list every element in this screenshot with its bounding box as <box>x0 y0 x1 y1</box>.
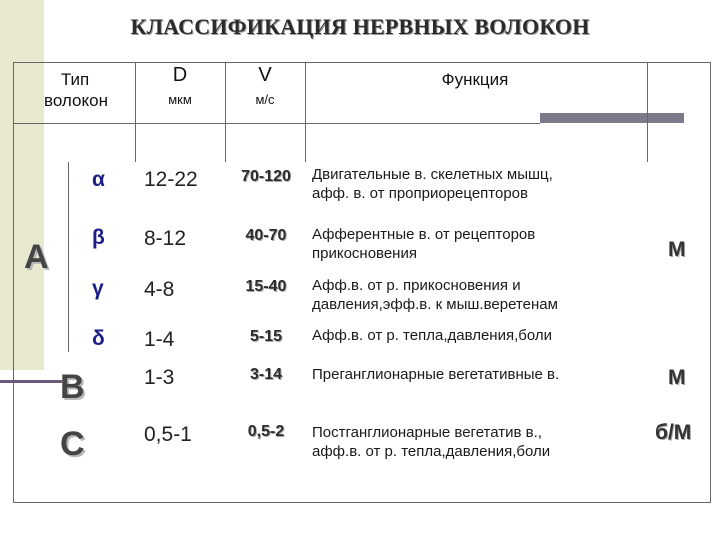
myelin-group-c: б/М <box>655 421 692 444</box>
diameter-value: 0,5-1 <box>144 423 192 446</box>
fiber-subtype-gamma: γ <box>92 277 104 300</box>
velocity-value: 70-120 <box>241 168 291 185</box>
header-type-line1: Тип <box>60 70 90 89</box>
function-line1: Двигательные в. скелетных мышц, <box>312 166 553 183</box>
group-c-label: С <box>60 425 85 463</box>
diameter-value: 1-4 <box>144 328 175 351</box>
function-line1: Постганглионарные вегетатив в., <box>312 424 542 441</box>
diameter-value: 4-8 <box>144 278 175 301</box>
fiber-subtype-delta: δ <box>92 327 105 350</box>
velocity-value: 15-40 <box>245 278 287 295</box>
header-v-unit: м/с <box>255 92 275 107</box>
column-divider-d <box>225 62 226 162</box>
group-a-bracket <box>68 162 69 352</box>
header-type-line2: волокон <box>44 91 108 110</box>
function-line2: афф.в. от р. тепла,давления,боли <box>312 443 551 460</box>
function-line1: Афф.в. от р. прикосновения и <box>312 277 521 294</box>
column-divider-function <box>647 62 648 162</box>
group-b-label: В <box>60 368 85 406</box>
page-title: КЛАССИФИКАЦИЯ НЕРВНЫХ ВОЛОКОН <box>130 14 590 39</box>
fiber-subtype-alpha: α <box>92 168 105 191</box>
velocity-value: 3-14 <box>249 366 283 383</box>
function-line2: давления,эфф.в. к мыш.веретенам <box>312 296 558 313</box>
header-divider <box>13 123 540 124</box>
group-a-label: А <box>24 238 49 276</box>
velocity-value: 0,5-2 <box>247 423 285 440</box>
header-function-label: Функция <box>441 70 509 89</box>
function-line1: Преганглионарные вегетативные в. <box>312 366 560 383</box>
fiber-subtype-beta: β <box>92 226 105 249</box>
function-line2: афф. в. от проприорецепторов <box>312 185 528 202</box>
velocity-value: 5-15 <box>249 328 283 345</box>
header-d-label: D <box>172 64 188 86</box>
diameter-value: 1-3 <box>144 366 175 389</box>
header-v-label: V <box>258 64 272 86</box>
column-divider-v <box>305 62 306 162</box>
myelin-group-a: М <box>668 238 686 261</box>
diameter-value: 12-22 <box>144 168 198 191</box>
column-divider-type <box>135 62 136 162</box>
function-line1: Афферентные в. от рецепторов <box>312 226 536 243</box>
function-line2: прикосновения <box>312 245 417 262</box>
header-d-unit: мкм <box>168 92 192 107</box>
velocity-value: 40-70 <box>245 227 287 244</box>
function-line1: Афф.в. от р. тепла,давления,боли <box>312 327 552 344</box>
myelin-group-b: М <box>668 366 686 389</box>
diameter-value: 8-12 <box>144 227 187 250</box>
